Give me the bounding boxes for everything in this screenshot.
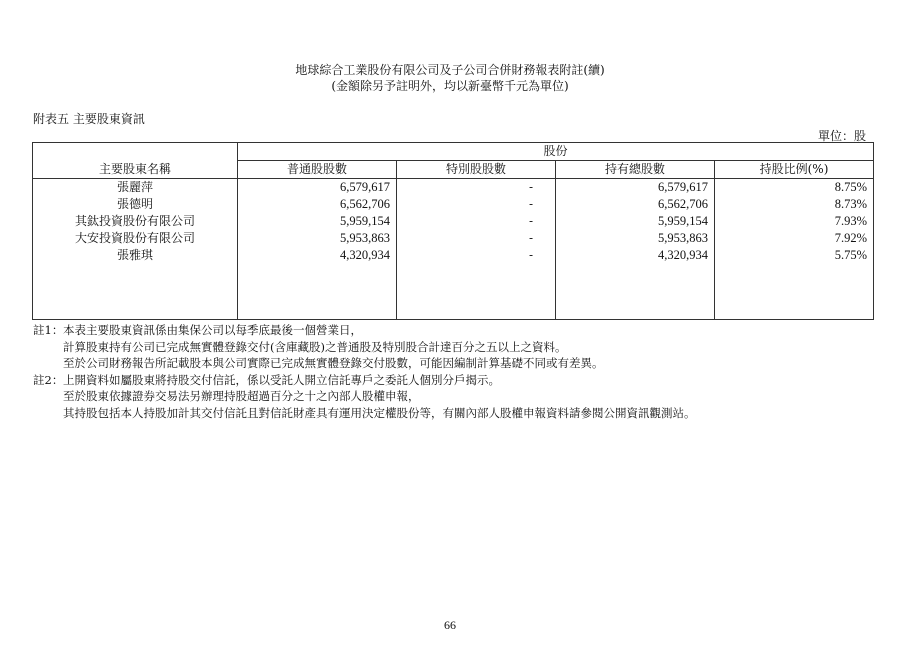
shareholder-name: 張德明 <box>33 196 238 213</box>
shareholder-name-header: 主要股東名稱 <box>33 143 238 179</box>
note-1-tag: 註1： <box>33 323 64 337</box>
unit-label: 單位：股 <box>817 129 866 143</box>
common-shares: 6,579,617 <box>238 179 397 197</box>
table-row <box>33 213 874 230</box>
common-shares: 5,959,154 <box>238 213 397 230</box>
shareholder-name: 大安投資股份有限公司 <box>33 230 238 247</box>
note-2-line-3: 其持股包括本人持股加計其交付信託且對信託財產具有運用決定權股份等，有關內部人股權申報資料請參閱公開資訊觀測站。 <box>63 405 696 420</box>
table-row <box>33 247 874 264</box>
total-shares: 6,579,617 <box>556 179 715 197</box>
shares-group-header: 股份 <box>238 143 874 161</box>
footnotes <box>33 322 696 421</box>
common-shares: 4,320,934 <box>238 247 397 264</box>
note-1-line-1: 註1：本表主要股東資訊係由集保公司以每季底最後一個營業日， <box>33 323 362 337</box>
ownership-ratio: 7.93% <box>715 213 874 230</box>
note-2-line-2: 至於股東依據證券交易法另辦理持股超過百分之十之內部人股權申報， <box>63 389 420 403</box>
common-shares: 6,562,706 <box>238 196 397 213</box>
preferred-shares: - <box>397 230 556 247</box>
shareholder-name: 張雅琪 <box>33 247 238 264</box>
shareholder-name: 其鈦投資股份有限公司 <box>33 213 238 230</box>
preferred-shares: - <box>397 179 556 197</box>
preferred-shares: - <box>397 196 556 213</box>
ownership-ratio: 5.75% <box>715 247 874 264</box>
total-shares: 5,953,863 <box>556 230 715 247</box>
common-shares: 5,953,863 <box>238 230 397 247</box>
page-number: 66 <box>444 618 456 632</box>
ownership-ratio: 7.92% <box>715 230 874 247</box>
preferred-shares: - <box>397 213 556 230</box>
section-label: 附表五 主要股東資訊 <box>33 112 145 126</box>
total-shares: 5,959,154 <box>556 213 715 230</box>
note-2-line-1: 註2：上開資料如屬股東將持股交付信託，係以受託人開立信託專戶之委託人個別分戶揭示。 <box>33 372 500 387</box>
note-2-tag: 註2： <box>33 372 64 387</box>
note-1-line-2: 計算股東持有公司已完成無實體登錄交付(含庫藏股)之普通股及特別股合計達百分之五以上之資料。 <box>63 339 567 354</box>
table-row <box>33 230 874 247</box>
shareholder-name: 張麗萍 <box>33 179 238 197</box>
table-row <box>33 179 874 197</box>
major-shareholders-table <box>32 142 874 320</box>
report-header <box>0 62 900 94</box>
total-shares: 6,562,706 <box>556 196 715 213</box>
report-title: 地球綜合工業股份有限公司及子公司合併財務報表附註(續) <box>295 63 605 77</box>
report-subtitle: (金額除另予註明外，均以新臺幣千元為單位) <box>331 79 569 93</box>
table-row <box>33 196 874 213</box>
ownership-ratio: 8.73% <box>715 196 874 213</box>
total-shares-header: 持有總股數 <box>556 161 715 179</box>
ownership-ratio-header: 持股比例(%) <box>715 161 874 179</box>
table-empty-space <box>33 264 874 320</box>
ownership-ratio: 8.75% <box>715 179 874 197</box>
note-1-line-3: 至於公司財務報告所記載股本與公司實際已完成無實體登錄交付股數，可能因編制計算基礎不同或有差異。 <box>63 356 604 370</box>
common-shares-header: 普通股股數 <box>238 161 397 179</box>
preferred-shares-header: 特別股股數 <box>397 161 556 179</box>
preferred-shares: - <box>397 247 556 264</box>
total-shares: 4,320,934 <box>556 247 715 264</box>
